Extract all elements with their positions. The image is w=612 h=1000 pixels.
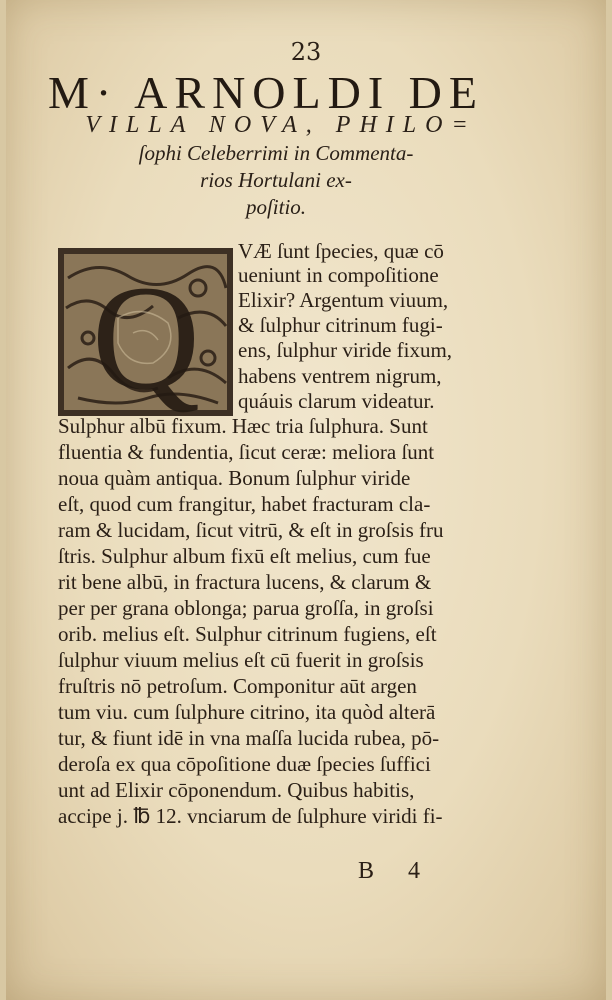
text-line: quáuis clarum videatur. xyxy=(238,389,435,413)
title-line-1: M· ARNOLDI DE xyxy=(48,67,484,118)
text-line: accipe j. ℔ 12. vnciarum de ſulphure viridi fi- xyxy=(58,804,443,828)
text-line: orib. melius eſt. Sulphur citrinum fugiens, eſt xyxy=(58,622,437,646)
signature-mark: B 4 xyxy=(358,858,435,884)
decorated-initial-q xyxy=(58,248,233,416)
text-line: deroſa ex qua cōpoſitione duæ ſpecies ſuffici xyxy=(58,752,431,776)
text-line: tum viu. cum ſulphure citrino, ita quòd alterā xyxy=(58,700,436,724)
dropcap-letter: Q xyxy=(91,255,201,416)
text-line: ſtris. Sulphur album fixū eſt melius, cum fue xyxy=(58,544,431,568)
title-line-2: VILLA NOVA, PHILO= xyxy=(85,112,477,138)
text-line: Sulphur albū fixum. Hæc tria ſulphura. Sunt xyxy=(58,414,428,438)
text-line: noua quàm antiqua. Bonum ſulphur viride xyxy=(58,466,411,490)
subtitle-line: poſitio. xyxy=(245,195,307,219)
subtitle-line: rios Hortulani ex- xyxy=(200,168,352,192)
text-line: unt ad Elixir cōponendum. Quibus habitis, xyxy=(58,778,415,802)
text-line: habens ventrem nigrum, xyxy=(238,364,442,388)
book-page xyxy=(6,0,606,1000)
page-number: 23 xyxy=(290,38,322,66)
text-line: ueniunt in compoſitione xyxy=(238,263,439,287)
text-line: eſt, quod cum frangitur, habet fracturam cla- xyxy=(58,492,431,516)
text-line: ſulphur viuum melius eſt cū fuerit in groſsis xyxy=(58,648,424,672)
text-line: fluentia & fundentia, ſicut ceræ: meliora ſunt xyxy=(58,440,435,464)
text-line: per per grana oblonga; parua groſſa, in groſsi xyxy=(58,596,434,620)
text-line: VÆ ſunt ſpecies, quæ cō xyxy=(238,239,444,263)
text-line: & ſulphur citrinum fugi- xyxy=(238,313,443,337)
text-line: tur, & fiunt idē in vna maſſa lucida rubea, pō- xyxy=(58,726,440,750)
text-line: ram & lucidam, ſicut vitrū, & eſt in groſsis fru xyxy=(58,518,444,542)
text-line: rit bene albū, in fractura lucens, & clarum & xyxy=(58,570,432,594)
text-line: fruſtris nō petroſum. Componitur aūt argen xyxy=(58,674,417,698)
ornament-icon xyxy=(58,248,233,416)
text-line: Elixir? Argentum viuum, xyxy=(238,288,449,312)
text-line: ens, ſulphur viride fixum, xyxy=(238,338,453,362)
subtitle-line: ſophi Celeberrimi in Commenta- xyxy=(138,141,414,165)
